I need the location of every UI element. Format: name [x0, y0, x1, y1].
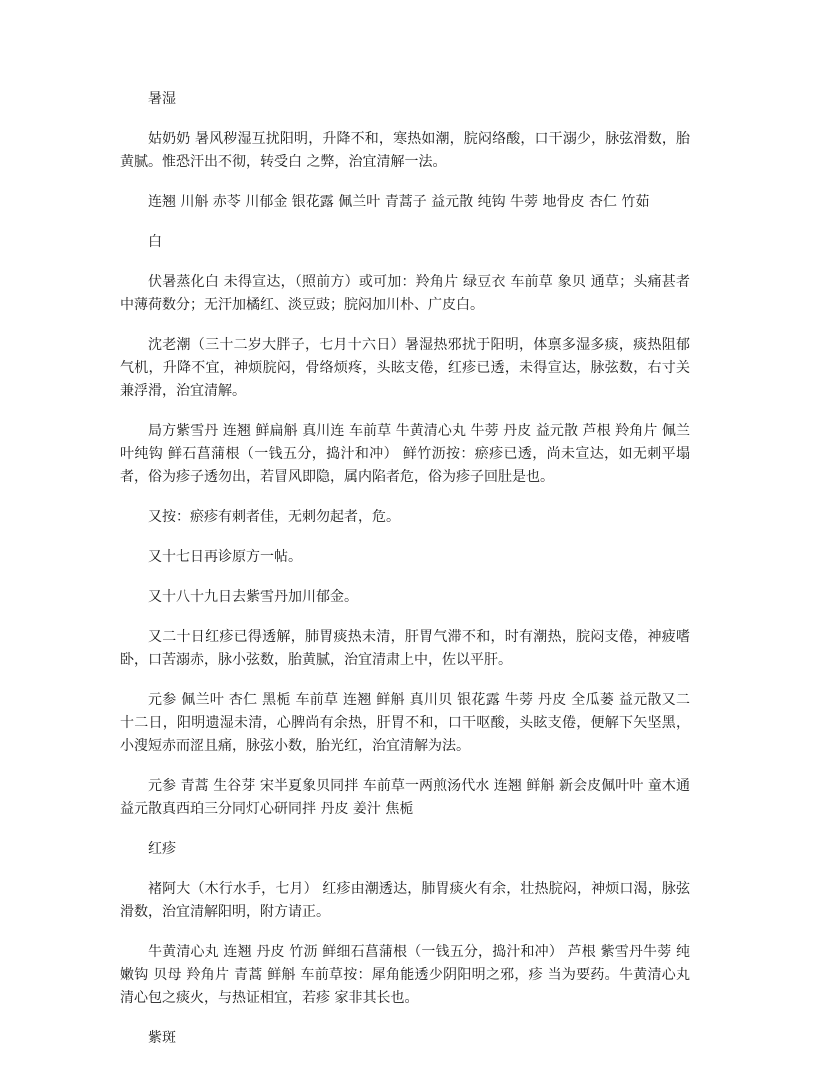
prescription-paragraph: 局方紫雪丹 连翘 鲜扁斛 真川连 车前草 牛黄清心丸 牛蒡 丹皮 益元散 芦根 羚角片 佩兰叶纯钩 鲜石菖蒲根（一钱五分，捣汁和冲） 鲜竹沥按：瘀疹已透，尚未宣达，如无刺平塌者，俗为疹子透勿出，若冒风即隐，属内陷者危，俗为疹子回肚是也。: [120, 423, 690, 485]
section-heading-summer-damp: 暑湿: [148, 91, 176, 107]
note-paragraph: 又按：瘀疹有刺者佳，无刺勿起者，危。: [148, 509, 400, 525]
case-paragraph: 又二十日红疹已得透解，肺胃痰热未清，肝胃气滞不和，时有潮热，脘闷支倦，神疲嗜卧，口苦溺赤，脉小弦数，胎黄腻，治宜清肃上中，佐以平肝。: [120, 629, 690, 668]
followup-paragraph: 又十八十九日去紫雪丹加川郁金。: [148, 589, 358, 605]
prescription-paragraph: 元参 佩兰叶 杏仁 黑栀 车前草 连翘 鲜斛 真川贝 银花露 牛蒡 丹皮 全瓜蒌 益元散又二十二日，阳明遗湿未清，心脾尚有余热，肝胃不和，口干呕酸，头眩支倦，便解下矢坚黑，小溲短赤而涩且痛，脉弦小数，胎光红，治宜清解为法。: [120, 692, 690, 754]
document-page: [120, 88, 690, 1067]
case-paragraph: 姑奶奶 暑风秽湿互扰阳明，升降不和，寒热如潮，脘闷络酸，口干溺少，脉弦滑数，胎黄腻。惟恐汗出不彻，转受白 之弊，治宜清解一法。: [120, 131, 690, 170]
followup-paragraph: 又十七日再诊原方一帖。: [148, 549, 302, 565]
case-paragraph: 伏暑蒸化白 未得宣达，（照前方）或可加：羚角片 绿豆衣 车前草 象贝 通草；头痛甚者中薄荷数分；无汗加橘红、淡豆豉；脘闷加川朴、广皮白。: [120, 274, 690, 313]
prescription-paragraph: 牛黄清心丸 连翘 丹皮 竹沥 鲜细石菖蒲根（一钱五分，捣汁和冲） 芦根 紫雪丹牛蒡 纯嫩钩 贝母 羚角片 青蒿 鲜斛 车前草按：犀角能透少阴阳明之邪，疹 当为要药。牛黄清心丸清心包之痰火，与热证相宜，若疹 家非其长也。: [120, 944, 690, 1006]
case-paragraph: 沈老潮（三十二岁大胖子，七月十六日）暑湿热邪扰于阳明，体禀多湿多痰，痰热阻郁气机，升降不宜，神烦脘闷，骨络烦疼，头眩支倦，红疹已透，未得宣达，脉弦数，右寸关兼浮滑，治宜清解。: [120, 337, 690, 399]
section-heading-purple-spots: 紫斑: [148, 1030, 176, 1046]
case-paragraph: 褚阿大（木行水手，七月） 红疹由潮透达，肺胃痰火有余，壮热脘闷，神烦口渴，脉弦滑数，治宜清解阳明，附方请正。: [120, 881, 690, 920]
prescription-paragraph: 连翘 川斛 赤苓 川郁金 银花露 佩兰叶 青蒿子 益元散 纯钩 牛蒡 地骨皮 杏仁 竹茹: [148, 194, 650, 210]
prescription-paragraph: 元参 青蒿 生谷芽 宋半夏象贝同拌 车前草一两煎汤代水 连翘 鲜斛 新会皮佩叶叶 童木通 益元散真西珀三分同灯心研同拌 丹皮 姜汁 焦栀: [120, 778, 690, 817]
section-heading-red-rash: 红疹: [148, 841, 176, 857]
section-heading-white-rash: 白: [148, 234, 162, 250]
